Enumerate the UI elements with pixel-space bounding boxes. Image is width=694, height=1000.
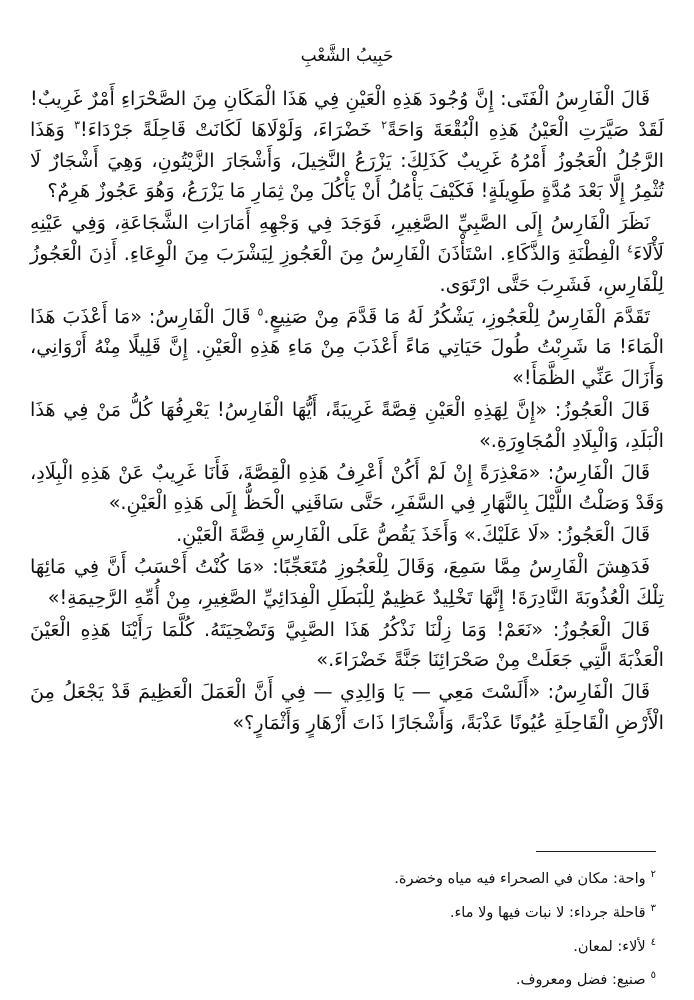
paragraph-2-part-1: نَظَرَ الْفَارِسُ إِلَى الصَّبِيِّ الصَّغِيرِ، فَوَجَدَ فِي وَجْهِهِ أَمَارَاتِ الشَّجَاعَةِ، وَفِي عَيْنِهِ لَأْلَاءَ — [30, 211, 664, 265]
footnote-text: صنيع: فضل ومعروف. — [515, 972, 646, 989]
paragraph-1 — [30, 84, 664, 207]
paragraph-1-part-1: قَالَ الْفَارِسُ الْفَتَى: إِنَّ وُجُودَ هَذِهِ الْعَيْنِ فِي هَذَا الْمَكَانِ مِنَ الصَّحْرَاءِ أَمْرٌ غَرِيبٌ! لَقَدْ صَيَّرَتِ الْعَيْنُ هَذِهِ الْبُقْعَةَ وَاحَةً — [30, 87, 664, 141]
chapter-title: حَبِيبُ الشَّعْبِ — [300, 46, 394, 66]
paragraph-2 — [30, 208, 664, 300]
paragraph-3 — [30, 302, 664, 394]
footnote-2 — [40, 860, 656, 894]
footnote-ref-4: ٤ — [627, 242, 634, 256]
footnote-3 — [40, 894, 656, 928]
footnote-number: ٢ — [650, 869, 656, 880]
footnote-text: قاحلة جرداء: لا نبات فيها ولا ماء. — [449, 904, 646, 921]
footnote-ref-5: ٥ — [257, 305, 264, 319]
footnote-number: ٣ — [650, 902, 656, 914]
paragraph-3-part-1: تَقَدَّمَ الْفَارِسُ لِلْعَجُوزِ، يَشْكُرُ لَهُ مَا قَدَّمَ مِنْ صَنِيعٍ. — [263, 304, 650, 328]
footnote-text: لألاء: لمعان. — [573, 938, 646, 955]
footnote-ref-3: ٣ — [74, 118, 81, 132]
paragraph-5: قَالَ الْفَارِسُ: «مَعْذِرَةً إِنْ لَمْ أَكُنْ أَعْرِفُ هَذِهِ الْقِصَّةَ، فَأَنَا غَرِيبٌ عَنْ هَذِهِ الْبِلَادِ، وَقَدْ وَصَلْتُ اللَّيْلَ بِالنَّهَارِ فِي السَّفَرِ، حَتَّى سَاقَنِي الْحَظُّ إِلَى هَذِهِ الْعَيْنِ.» — [30, 460, 664, 515]
footnote-ref-2: ٢ — [381, 118, 388, 132]
footnotes — [40, 860, 656, 995]
footnote-text: واحة: مكان في الصحراء فيه مياه وخضرة. — [394, 870, 646, 887]
paragraph-8: قَالَ الْعَجُوزُ: «نَعَمْ! وَمَا زِلْنَا نَذْكُرُ هَذَا الصَّبِيَّ وَتَضْحِيَتَهُ. كُلَّمَا رَأَيْنَا هَذِهِ الْعَيْنَ الْعَذْبَةَ الَّتِي جَعَلَتْ مِنْ صَحْرَائِنَا جَنَّةً خَضْرَاءَ.» — [30, 617, 664, 672]
footnote-number: ٤ — [650, 936, 656, 948]
footnote-separator — [536, 851, 656, 852]
footnote-number: ٥ — [650, 970, 656, 982]
paragraph-1-part-3: وَهَذَا الرَّجُلُ الْعَجُوزُ أَمْرُهُ غَرِيبٌ كَذَلِكَ: يَزْرَعُ النَّخِيلَ، وَأَشْجَارَ الزَّيْتُونِ، وَهِيَ أَشْجَارٌ لَا تُثْمِرُ إِلَّا بَعْدَ مُدَّةٍ طَوِيلَةٍ! فَكَيْفَ يَأْمُلُ أَنْ يَأْكُلَ مِنْ ثِمَارِ مَا يَزْرَعُ، وَهُوَ عَجُوزٌ هَرِمٌ؟ — [30, 117, 664, 203]
paragraph-7: فَدَهِشَ الْفَارِسُ مِمَّا سَمِعَ، وَقَالَ لِلْعَجُوزِ مُتَعَجِّبًا: «مَا كُنْتُ أَحْسَبُ أَنَّ فِي مَائِهَا تِلْكَ الْعُذُوبَةَ النَّادِرَةَ! إِنَّهَا تَخْلِيدٌ عَظِيمٌ لِلْبَطَلِ الْفِدَائِيِّ الصَّغِيرِ، مِنْ أُمِّهِ الرَّحِيمَةِ!» — [30, 554, 664, 609]
paragraph-6: قَالَ الْعَجُوزُ: «لَا عَلَيْكَ.» وَأَخَذَ يَقُصُّ عَلَى الْفَارِسِ قِصَّةَ الْعَيْنِ. — [176, 523, 650, 547]
story-body — [30, 84, 664, 739]
footnote-5 — [40, 961, 656, 995]
paragraph-1-part-2: خَضْرَاءَ، وَلَوْلَاهَا لَكَانَتْ قَاحِلَةً جَرْدَاءَ! — [80, 117, 382, 141]
paragraph-3-part-2: قَالَ الْفَارِسُ: «مَا أَعْذَبَ هَذَا الْمَاءَ! مَا شَرِبْتُ طُولَ حَيَاتِي مَاءً أَعْذَبَ مِنْ مَاءِ هَذِهِ الْعَيْنِ. إِنَّ قَلِيلًا مِنْهُ أَرْوَانِي، وَأَزَالَ عَنِّي الظَّمَأَ!» — [30, 304, 664, 390]
paragraph-2-part-2: الْفِطْنَةِ وَالذَّكَاءِ. اسْتَأْذَنَ الْفَارِسُ مِنَ الْعَجُوزِ لِيَشْرَبَ مِنَ الْوِعَاءِ. أَذِنَ الْعَجُوزُ لِلْفَارِسِ، فَشَرِبَ حَتَّى ارْتَوَى. — [30, 241, 664, 296]
footnote-4 — [40, 928, 656, 962]
paragraph-4: قَالَ الْعَجُوزُ: «إِنَّ لِهَذِهِ الْعَيْنِ قِصَّةً غَرِيبَةً، أَيُّهَا الْفَارِسُ! يَعْرِفُهَا كُلُّ مَنْ فِي هَذَا الْبَلَدِ، وَالْبِلَادِ الْمُجَاوِرَةِ.» — [30, 397, 664, 452]
paragraph-9: قَالَ الْفَارِسُ: «أَلَسْتَ مَعِي — يَا وَالِدِي — فِي أَنَّ الْعَمَلَ الْعَظِيمَ قَدْ يَجْعَلُ مِنَ الْأَرْضِ الْقَاحِلَةِ عُيُونًا عَذْبَةً، وَأَشْجَارًا ذَاتَ أَزْهَارٍ وَأَثْمَارٍ؟» — [30, 680, 664, 734]
